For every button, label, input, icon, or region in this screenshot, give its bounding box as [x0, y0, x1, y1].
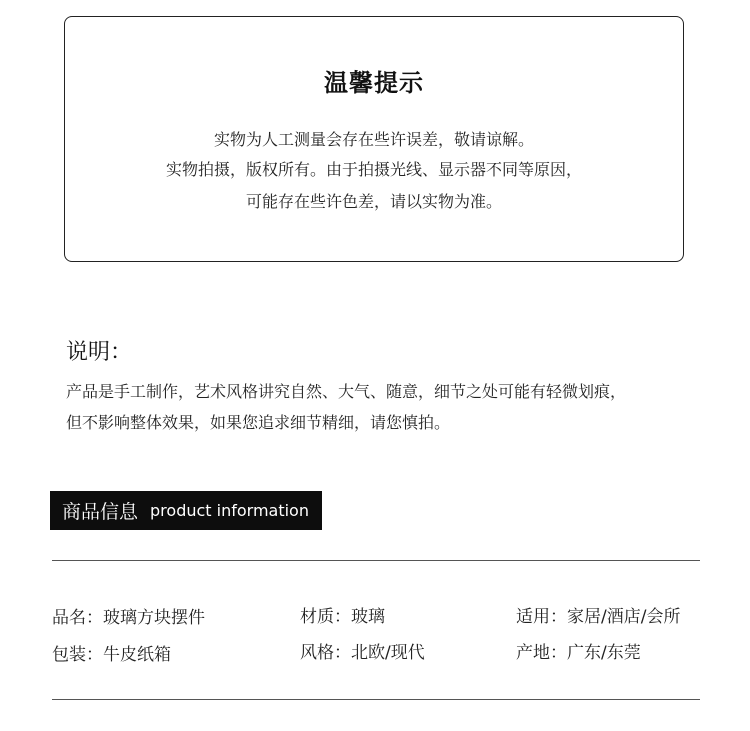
notice-line-photography: 实物拍摄，版权所有。由于拍摄光线、显示器不同等原因，: [165, 160, 582, 179]
description-line-handmade: 产品是手工制作，艺术风格讲究自然、大气、随意，细节之处可能有轻微划痕，: [66, 382, 627, 401]
spec-packaging: 包装：牛皮纸箱: [52, 645, 171, 665]
spec-product-name: 品名：玻璃方块摆件: [52, 608, 205, 628]
divider-bottom: [52, 699, 700, 700]
notice-box: [64, 16, 684, 262]
notice-title: 温馨提示: [324, 69, 424, 97]
product-info-tag: [50, 491, 322, 530]
product-info-tag-cn: 商品信息: [62, 501, 139, 523]
description-line-effect: 但不影响整体效果，如果您追求细节精细，请您慎拍。: [66, 413, 451, 432]
product-info-tag-en: product information: [150, 501, 309, 520]
spec-material: 材质：玻璃: [300, 607, 385, 627]
notice-line-color-difference: 可能存在些许色差，请以实物为准。: [245, 192, 502, 211]
spec-origin: 产地：广东/东莞: [516, 643, 641, 663]
notice-line-measurement: 实物为人工测量会存在些许误差，敬请谅解。: [213, 130, 534, 149]
divider-top: [52, 560, 700, 561]
spec-usage: 适用：家居/酒店/会所: [516, 607, 681, 627]
spec-style: 风格：北欧/现代: [300, 643, 425, 663]
description-heading: 说明：: [66, 340, 133, 365]
